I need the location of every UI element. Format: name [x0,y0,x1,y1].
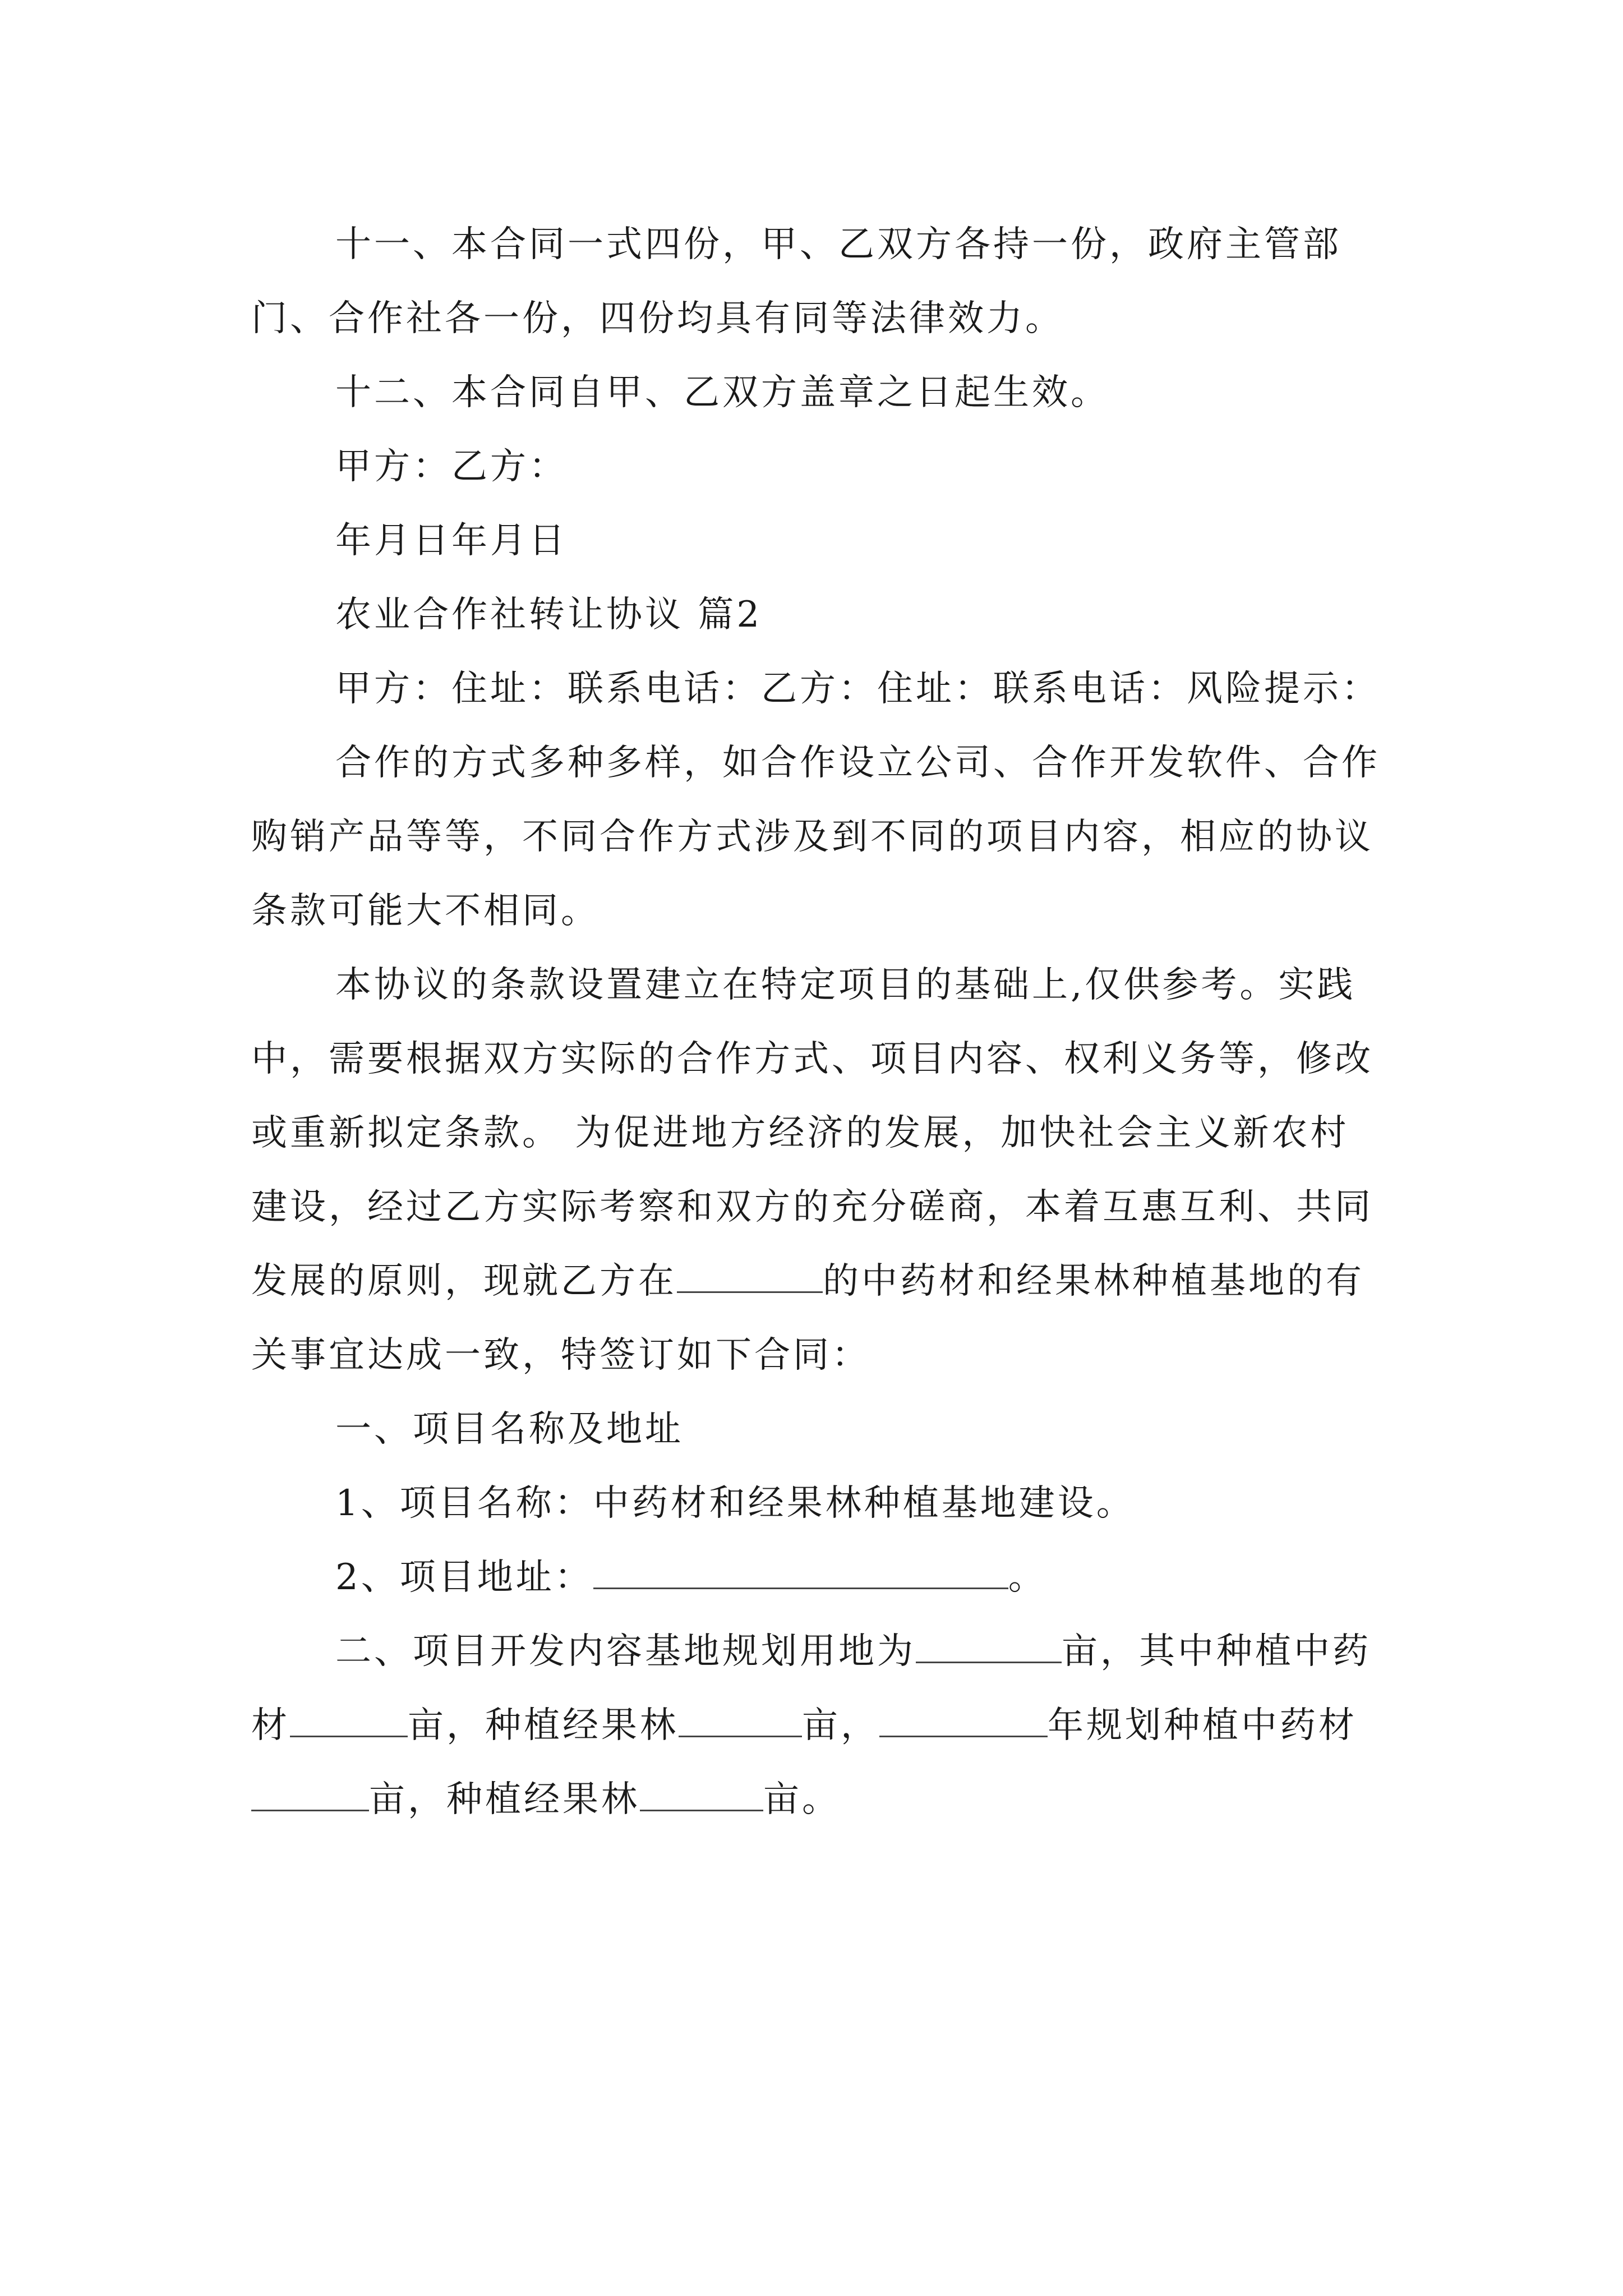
clause-12-paragraph: 十二、本合同自甲、乙双方盖章之日起生效。 [335,372,1109,413]
planned-orchard-area-blank [640,1777,763,1811]
signature-date-line: 年月日年月日 [335,520,568,562]
preamble-text: 本协议的条款设置建立在特定项目的基础上,仅供参考。实践中，需要根据双方实际的合作方式、项目内容、权利义务等，修改或重新拟定条款。 为促进地方经济的发展，加快社会主义新农村建设，经过乙方实际考察和双方的充分磋商，本着互惠互利、共同发展的原则，现就乙方在 [251,964,1373,1302]
article-1-heading: 一、项目名称及地址 [335,1409,684,1450]
total-area-blank [916,1629,1062,1663]
section-title: 农业合作社转让协议 篇2 [335,594,763,636]
signature-parties-line: 甲方：乙方： [335,446,568,487]
project-address-blank [593,1555,1008,1589]
preamble-paragraph [251,948,1384,1392]
project-name-line: 1、项目名称：中药材和经果林种植基地建设。 [335,1483,1135,1524]
article-2-text-d: 亩， [802,1705,879,1746]
document-body [251,208,1384,1837]
clause-11-paragraph: 十一、本合同一式四份，甲、乙双方各持一份，政府主管部门、合作社各一份，四份均具有同等法律效力。 [251,224,1341,339]
article-2-text-b: 亩，其中种植中药材 [251,1631,1371,1746]
orchard-area-blank [679,1703,802,1737]
herb-area-blank [290,1703,408,1737]
preamble-tail-text: 的中药材和经果林种植基地的有关事宜达成一致，特签订如下合同： [251,1260,1364,1376]
article-2-text-e: 年规划种植中药材 [1048,1705,1357,1746]
article-2-text-a: 二、项目开发内容基地规划用地为 [335,1631,916,1672]
article-2-text-f: 亩，种植经果林 [369,1779,640,1820]
article-2-text-c: 亩，种植经果林 [408,1705,679,1746]
article-2-paragraph [251,1614,1384,1837]
location-blank [677,1259,823,1293]
project-address-label: 2、项目地址： [335,1557,593,1598]
parties-info-paragraph: 甲方：住址：联系电话：乙方：住址：联系电话：风险提示： [335,668,1380,710]
project-address-line [251,1540,1384,1614]
risk-notice-paragraph: 合作的方式多种多样，如合作设立公司、合作开发软件、合作购销产品等等，不同合作方式涉及到不同的项目内容，相应的协议条款可能大不相同。 [251,742,1380,932]
article-2-text-g: 亩。 [763,1779,841,1820]
planned-herb-area-blank [251,1777,369,1811]
plan-year-blank [879,1703,1048,1737]
project-address-end: 。 [1008,1557,1047,1598]
